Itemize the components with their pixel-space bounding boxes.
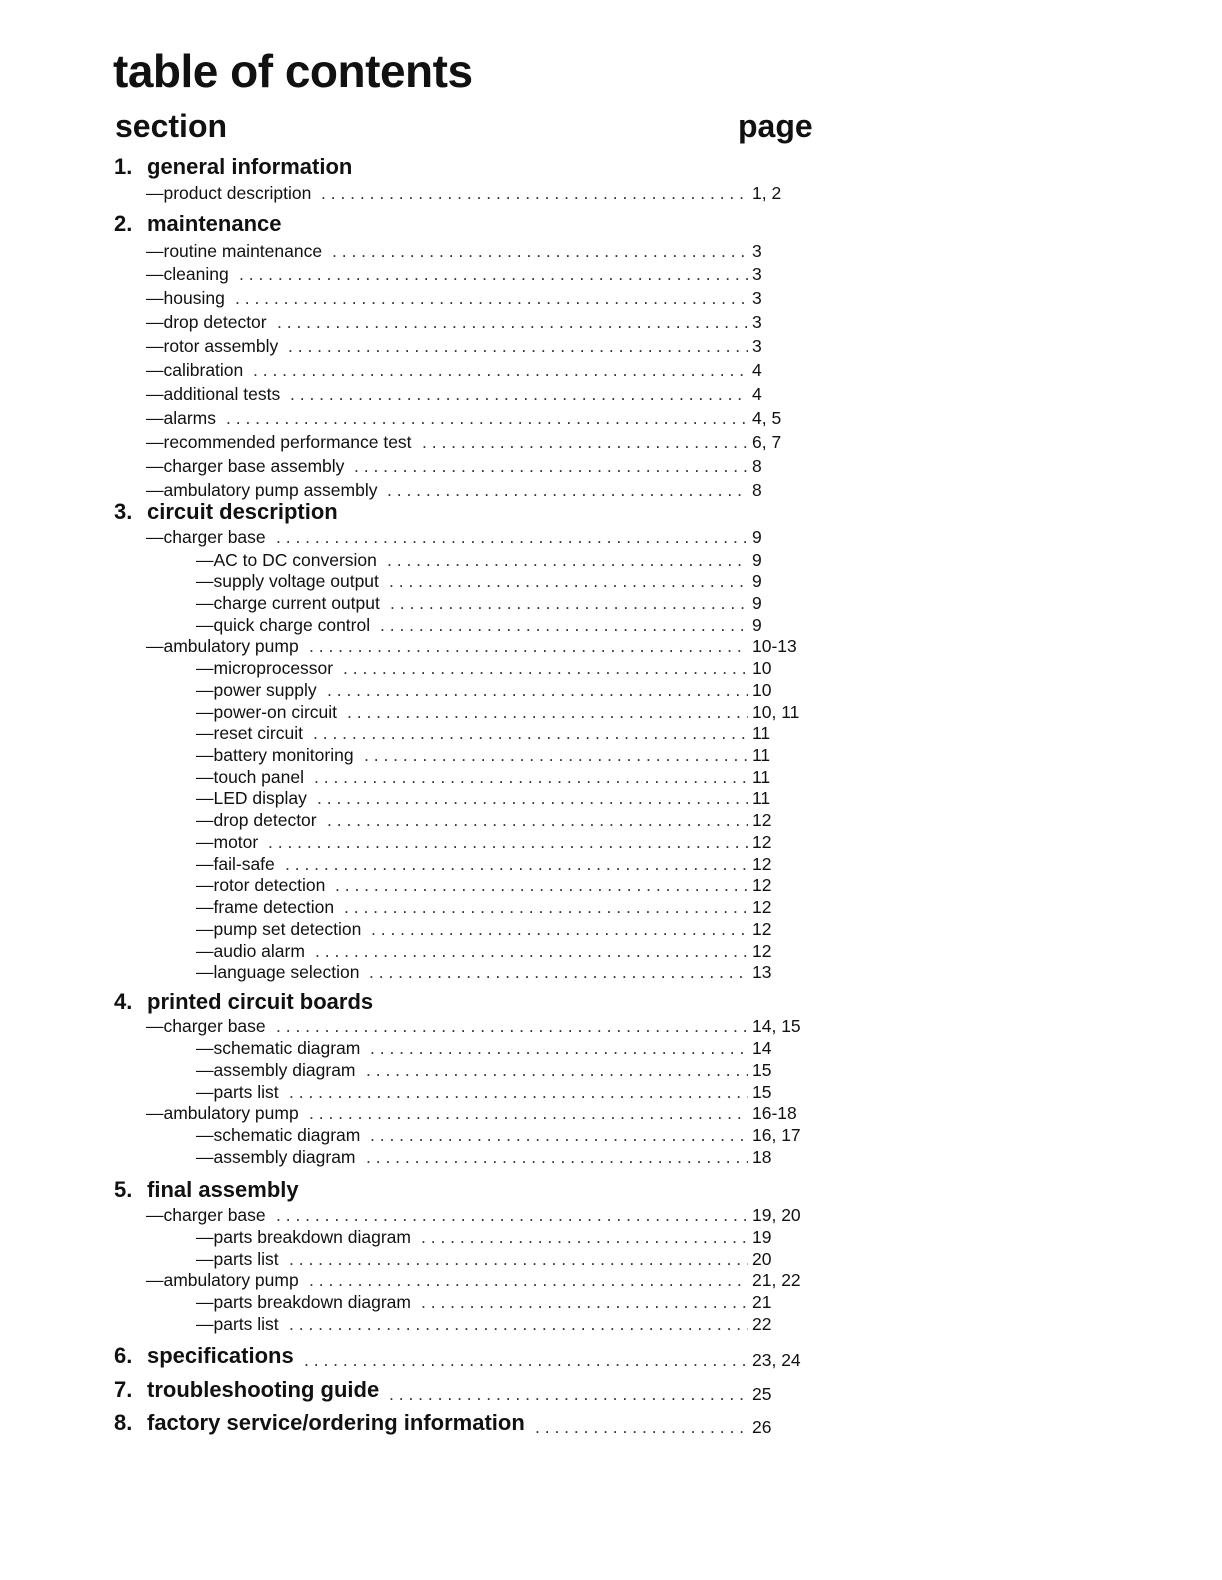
toc-entry[interactable] bbox=[0, 1312, 1222, 1336]
dot-leader bbox=[276, 1014, 748, 1038]
dot-leader bbox=[354, 454, 748, 478]
page-number: 11 bbox=[752, 788, 771, 808]
entry-label: —rotor assembly bbox=[146, 336, 279, 356]
toc-entry[interactable] bbox=[0, 262, 1222, 286]
page-number: 18 bbox=[752, 1147, 772, 1167]
dot-leader bbox=[335, 873, 748, 897]
entry-label: —assembly diagram bbox=[196, 1060, 356, 1080]
section-number: 5. bbox=[114, 1177, 133, 1202]
page-number: 9 bbox=[752, 593, 762, 613]
entry-label: —additional tests bbox=[146, 384, 281, 404]
entry-label: —charger base bbox=[146, 527, 266, 547]
page-number: 11 bbox=[752, 745, 771, 765]
toc-entry[interactable] bbox=[0, 656, 1222, 680]
toc-entry[interactable] bbox=[0, 895, 1222, 919]
page-number: 9 bbox=[752, 550, 762, 570]
dot-leader bbox=[343, 656, 748, 680]
toc-entry[interactable] bbox=[0, 239, 1222, 263]
dot-leader bbox=[327, 678, 748, 702]
entry-label: —assembly diagram bbox=[196, 1147, 356, 1167]
entry-label: —language selection bbox=[196, 962, 360, 982]
toc-entry[interactable] bbox=[0, 1203, 1222, 1227]
entry-label: —pump set detection bbox=[196, 919, 362, 939]
section-title: final assembly bbox=[147, 1177, 299, 1202]
dot-leader bbox=[332, 239, 748, 263]
section-number: 1. bbox=[114, 154, 133, 179]
page-number: 22 bbox=[752, 1314, 772, 1334]
dot-leader bbox=[387, 478, 748, 502]
section-title: maintenance bbox=[147, 211, 282, 236]
entry-label: —charger base bbox=[146, 1205, 266, 1225]
toc-entry[interactable] bbox=[0, 1145, 1222, 1169]
section-heading[interactable] bbox=[0, 500, 1222, 524]
page-number: 10 bbox=[752, 658, 772, 678]
dot-leader bbox=[366, 1058, 748, 1082]
entry-label: —recommended performance test bbox=[146, 432, 412, 452]
toc-entry[interactable] bbox=[0, 743, 1222, 767]
dot-leader bbox=[389, 1382, 748, 1406]
toc-entry[interactable] bbox=[0, 382, 1222, 406]
page-number: 12 bbox=[752, 897, 772, 917]
page-number: 19 bbox=[752, 1227, 772, 1247]
entry-label: —ambulatory pump bbox=[146, 1270, 299, 1290]
toc-entry[interactable] bbox=[0, 873, 1222, 897]
dot-leader bbox=[290, 382, 748, 406]
dot-leader bbox=[289, 1312, 748, 1336]
dot-leader bbox=[364, 743, 748, 767]
toc-entry[interactable] bbox=[0, 181, 1222, 205]
page-number: 21, 22 bbox=[752, 1270, 801, 1290]
page-number: 3 bbox=[752, 288, 762, 308]
dot-leader bbox=[277, 310, 748, 334]
entry-label: —rotor detection bbox=[196, 875, 326, 895]
entry-label: —touch panel bbox=[196, 767, 304, 787]
toc-entry[interactable] bbox=[0, 960, 1222, 984]
entry-label: —cleaning bbox=[146, 264, 229, 284]
entry-label: —parts breakdown diagram bbox=[196, 1292, 411, 1312]
page-number: 10, 11 bbox=[752, 702, 800, 722]
page-number: 3 bbox=[752, 336, 762, 356]
entry-label: —drop detector bbox=[146, 312, 267, 332]
dot-leader bbox=[321, 181, 748, 205]
entry-label: —supply voltage output bbox=[196, 571, 379, 591]
page-number: 16, 17 bbox=[752, 1125, 801, 1145]
entry-label: —parts list bbox=[196, 1082, 279, 1102]
toc-entry[interactable] bbox=[0, 1225, 1222, 1249]
page-number: 12 bbox=[752, 832, 772, 852]
section-title: circuit description bbox=[147, 499, 338, 524]
page-number: 8 bbox=[752, 456, 762, 476]
entry-label: —power-on circuit bbox=[196, 702, 338, 722]
entry-label: —routine maintenance bbox=[146, 241, 323, 261]
dot-leader bbox=[309, 1101, 748, 1125]
dot-leader bbox=[304, 1348, 748, 1372]
page-number: 12 bbox=[752, 941, 772, 961]
entry-label: —product description bbox=[146, 183, 312, 203]
entry-label: —power supply bbox=[196, 680, 317, 700]
section-heading[interactable] bbox=[0, 1411, 1222, 1435]
section-number: 4. bbox=[114, 989, 133, 1014]
page-number: 4, 5 bbox=[752, 408, 782, 428]
entry-label: —alarms bbox=[146, 408, 217, 428]
toc-entry[interactable] bbox=[0, 286, 1222, 310]
dot-leader bbox=[369, 960, 748, 984]
entry-label: —LED display bbox=[196, 788, 307, 808]
toc-entry[interactable] bbox=[0, 1036, 1222, 1060]
dot-leader bbox=[370, 1123, 748, 1147]
section-heading[interactable] bbox=[0, 1178, 1222, 1202]
toc-entry[interactable] bbox=[0, 1058, 1222, 1082]
toc-entry[interactable] bbox=[0, 830, 1222, 854]
dot-leader bbox=[276, 525, 748, 549]
page-number: 11 bbox=[752, 723, 771, 743]
page-number: 25 bbox=[752, 1384, 772, 1404]
entry-label: —charger base assembly bbox=[146, 456, 345, 476]
toc-entry[interactable] bbox=[0, 525, 1222, 549]
page-number: 10-13 bbox=[752, 636, 797, 656]
page-number: 15 bbox=[752, 1060, 772, 1080]
section-number: 6. bbox=[114, 1343, 133, 1368]
toc-entry[interactable] bbox=[0, 678, 1222, 702]
toc-entry[interactable] bbox=[0, 786, 1222, 810]
section-heading[interactable] bbox=[0, 155, 1222, 179]
page-number: 21 bbox=[752, 1292, 772, 1312]
entry-label: —fail-safe bbox=[196, 854, 275, 874]
entry-label: —parts list bbox=[196, 1314, 279, 1334]
toc-entry[interactable] bbox=[0, 917, 1222, 941]
page-number: 1, 2 bbox=[752, 183, 782, 203]
toc-entry[interactable] bbox=[0, 569, 1222, 593]
section-title: specifications bbox=[147, 1343, 294, 1368]
toc-entry[interactable] bbox=[0, 1014, 1222, 1038]
entry-label: —motor bbox=[196, 832, 259, 852]
dot-leader bbox=[366, 1145, 748, 1169]
toc-entry[interactable] bbox=[0, 406, 1222, 430]
page-number: 10 bbox=[752, 680, 772, 700]
section-heading[interactable] bbox=[0, 990, 1222, 1014]
entry-label: —drop detector bbox=[196, 810, 317, 830]
page-number: 4 bbox=[752, 384, 762, 404]
toc-entry[interactable] bbox=[0, 334, 1222, 358]
section-column-header: section bbox=[115, 108, 228, 144]
dot-leader bbox=[253, 358, 748, 382]
toc-entry[interactable] bbox=[0, 358, 1222, 382]
page-number: 19, 20 bbox=[752, 1205, 801, 1225]
dot-leader bbox=[317, 786, 748, 810]
toc-entry[interactable] bbox=[0, 1101, 1222, 1125]
dot-leader bbox=[226, 406, 748, 430]
page-number: 14 bbox=[752, 1038, 772, 1058]
dot-leader bbox=[313, 721, 748, 745]
page-number: 12 bbox=[752, 810, 772, 830]
page-number: 26 bbox=[752, 1417, 772, 1437]
page-number: 12 bbox=[752, 919, 772, 939]
page-number: 23, 24 bbox=[752, 1350, 801, 1370]
dot-leader bbox=[344, 895, 748, 919]
section-title: general information bbox=[147, 154, 353, 179]
entry-label: —quick charge control bbox=[196, 615, 371, 635]
entry-label: —schematic diagram bbox=[196, 1125, 361, 1145]
dot-leader bbox=[309, 1268, 748, 1292]
page-number: 12 bbox=[752, 875, 772, 895]
dot-leader bbox=[390, 591, 748, 615]
page-number: 3 bbox=[752, 312, 762, 332]
page-number: 3 bbox=[752, 264, 762, 284]
section-title: troubleshooting guide bbox=[147, 1377, 380, 1402]
dot-leader bbox=[421, 1290, 748, 1314]
page-number: 15 bbox=[752, 1082, 772, 1102]
section-number: 3. bbox=[114, 499, 133, 524]
dot-leader bbox=[371, 917, 748, 941]
section-number: 7. bbox=[114, 1377, 133, 1402]
dot-leader bbox=[422, 430, 748, 454]
page-column-header: page bbox=[738, 108, 813, 144]
toc-entry[interactable] bbox=[0, 454, 1222, 478]
page-number: 9 bbox=[752, 527, 762, 547]
page-title: table of contents bbox=[113, 45, 473, 97]
page-number: 8 bbox=[752, 480, 762, 500]
dot-leader bbox=[268, 830, 748, 854]
dot-leader bbox=[389, 569, 748, 593]
dot-leader bbox=[235, 286, 748, 310]
section-heading[interactable] bbox=[0, 1378, 1222, 1402]
page-number: 11 bbox=[752, 767, 771, 787]
dot-leader bbox=[327, 808, 748, 832]
toc-entry[interactable] bbox=[0, 808, 1222, 832]
entry-label: —housing bbox=[146, 288, 225, 308]
entry-label: —audio alarm bbox=[196, 941, 305, 961]
entry-label: —schematic diagram bbox=[196, 1038, 361, 1058]
entry-label: —AC to DC conversion bbox=[196, 550, 377, 570]
page-number: 12 bbox=[752, 854, 772, 874]
entry-label: —ambulatory pump bbox=[146, 1103, 299, 1123]
page-number: 9 bbox=[752, 615, 762, 635]
entry-label: —charger base bbox=[146, 1016, 266, 1036]
toc-entry[interactable] bbox=[0, 310, 1222, 334]
entry-label: —parts breakdown diagram bbox=[196, 1227, 411, 1247]
section-title: factory service/ordering information bbox=[147, 1410, 525, 1435]
entry-label: —parts list bbox=[196, 1249, 279, 1269]
toc-entry[interactable] bbox=[0, 430, 1222, 454]
toc-entry[interactable] bbox=[0, 1268, 1222, 1292]
toc-entry[interactable] bbox=[0, 721, 1222, 745]
dot-leader bbox=[239, 262, 748, 286]
dot-leader bbox=[421, 1225, 748, 1249]
toc-entry[interactable] bbox=[0, 1290, 1222, 1314]
page-number: 14, 15 bbox=[752, 1016, 801, 1036]
page-number: 16-18 bbox=[752, 1103, 797, 1123]
toc-entry[interactable] bbox=[0, 1123, 1222, 1147]
page-number: 20 bbox=[752, 1249, 772, 1269]
section-number: 8. bbox=[114, 1410, 133, 1435]
entry-label: —charge current output bbox=[196, 593, 380, 613]
section-heading[interactable] bbox=[0, 1344, 1222, 1368]
entry-label: —battery monitoring bbox=[196, 745, 354, 765]
section-title: printed circuit boards bbox=[147, 989, 374, 1014]
page-number: 6, 7 bbox=[752, 432, 782, 452]
entry-label: —frame detection bbox=[196, 897, 335, 917]
page-number: 13 bbox=[752, 962, 772, 982]
section-heading[interactable] bbox=[0, 212, 1222, 236]
toc-entry[interactable] bbox=[0, 634, 1222, 658]
entry-label: —reset circuit bbox=[196, 723, 303, 743]
dot-leader bbox=[288, 334, 748, 358]
page-number: 9 bbox=[752, 571, 762, 591]
entry-label: —ambulatory pump assembly bbox=[146, 480, 378, 500]
entry-label: —calibration bbox=[146, 360, 244, 380]
page-number: 3 bbox=[752, 241, 762, 261]
entry-label: —ambulatory pump bbox=[146, 636, 299, 656]
dot-leader bbox=[370, 1036, 748, 1060]
toc-entry[interactable] bbox=[0, 591, 1222, 615]
dot-leader bbox=[276, 1203, 748, 1227]
section-number: 2. bbox=[114, 211, 133, 236]
dot-leader bbox=[535, 1415, 748, 1439]
entry-label: —microprocessor bbox=[196, 658, 334, 678]
dot-leader bbox=[309, 634, 748, 658]
page-number: 4 bbox=[752, 360, 762, 380]
